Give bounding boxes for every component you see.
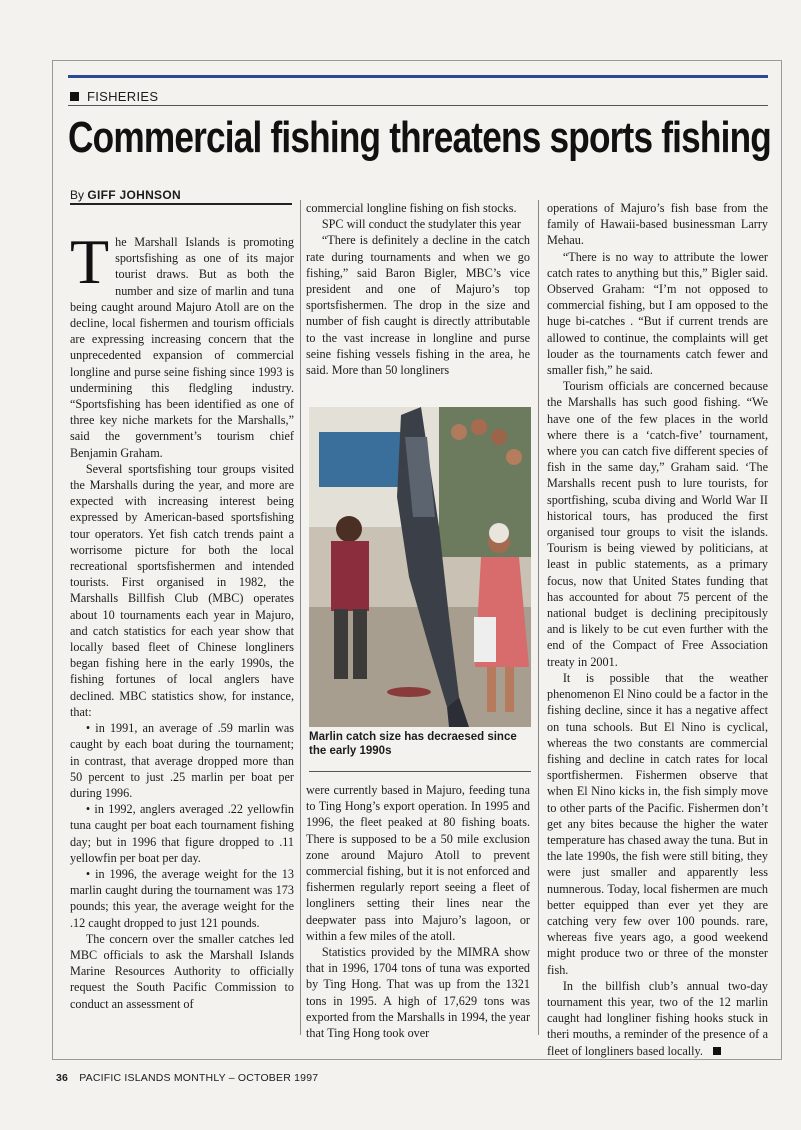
paragraph: “There is no way to attribute the lower catch rates to anything but this,” Bigler said. Observed Graham: “I’m not opposed to commercial fishing, but I am opposed to the huge bi-catches . “But if current trends are allowed to continue, the complaints will get louder as the tournaments catch fewer and smaller fish,” he said.	[547, 249, 768, 378]
section-square-icon	[70, 92, 79, 101]
paragraph: operations of Majuro’s fish base from the family of Hawaii-based businessman Larry Mehau.	[547, 201, 768, 248]
paragraph: Tourism officials are concerned because the Marshalls has such good fishing. “We have one of the few places in the world where there is a ‘catch-five’ tournament, where you can catch five different species of fish in the same day,” Graham said. ‘The Marshalls recent push to lure tourists, for sportfishing, scuba diving and World War II historical tours, has produced the first organised tour groups to visit the islands. Tourism is being viewed by politicians, at least in public statements, as a primary focus, now that United States funding that has accounted for about 75 percent of the national budget is declining precipitously and is likely to be cut even further with the end of the Compact of Free Association treaty in 2001.	[547, 379, 768, 669]
column-divider	[538, 200, 539, 1035]
paragraph: It is possible that the weather phenomenon El Nino could be a factor in the fishing decline, since it has a negative affect on tuna schools. But El Nino is cyclical, whereas the two constants are commercial fishing and decline in catch rates for local sportfishermen. Fishermen observe that when El Nino kicks in, the fish simply move to other parts of the Pacific. Fishermen don’t get any bites because the higher the water temperature has chased away the tuna. But in the late 1990s, the fish were still biting, they were just smaller and apparently less numnerous. Today, local fishermen are much better equipped than ever yet they are catching very few over 100 pounds. rare, whereas five years ago, a good weekend might produce two or three of the monster fish.	[547, 670, 768, 977]
publication-line: PACIFIC ISLANDS MONTHLY – OCTOBER 1997	[79, 1072, 319, 1084]
paragraph: commercial longline fishing on fish stocks.	[306, 201, 517, 215]
paragraph: “There is definitely a decline in the catch rate during tournaments and when we go fishing,” said Baron Bigler, MBC’s vice president and one of Majuro’s top sportsfishermen. The drop in the size and number of fish caught is directly attributable to the vast increase in longline and purse seine fishing vessels fishing in the area, he said. More than 50 longliners	[306, 233, 530, 378]
final-paragraph-text: In the billfish club’s annual two-day tournament this year, two of the 12 marlin caught had longliner fishing hooks stuck in theri mouths, a reminder of the presence of a fleet of longliners based locally.	[547, 978, 768, 1058]
drop-cap: T	[70, 226, 110, 297]
paragraph: were currently based in Majuro, feeding tuna to Ting Hong’s export operation. In 1995 and 1996, the fleet peaked at 80 fishing boats. There is supposed to be a 50 mile exclusion zone around Majuro Atoll to prevent commercial fishing, but it is not enforced and fishermen regularly report seeing a fleet of longliners setting their lines near the deepwater pass into Majuro’s lagoon, or within a few miles of the atoll.	[306, 783, 530, 943]
lead-text: he Marshall Islands is promoting sportsfishing as one of its major tourist draws. But as both the number and size of marlin and tuna being caught around Majuro Atoll are on the decline, local fishermen and tourism officials are expressing increasing concern that the unprecedented expansion of commercial longline and purse seine fishing since 1993 is undermining this fledgling industry. “Sportsfishing has been identified as one of three key niche markets for the Marshalls,” said the government’s tourism chief Benjamin Graham.	[70, 235, 294, 460]
paragraph: Statistics provided by the MIMRA show that in 1996, 1704 tons of tuna was exported by Ting Hong. That was up from the 1321 tons in 1995. A high of 17,629 tons was exported from the Marshalls in 1994, the year that Ting Hong took over	[306, 945, 530, 1041]
photo-caption: Marlin catch size has decraesed since the early 1990s	[309, 731, 517, 757]
column-divider	[300, 200, 301, 1035]
paragraph: Several sportsfishing tour groups visited the Marshalls during the year, and more are expected with increasing interest being expressed by American-based sportsfishing tour operators. Yet fish catch trends paint a worrisome picture for both the local recreational sportsfishermen and intended tourists. First organised in 1982, the Marshalls Billfish Club (MBC) operates about 10 tournaments each year in Majuro, and catch statistics for each year show that locally based fleet of Chinese longliners began fishing here in the early 1990s, the fishing fortunes of local anglers have declined. MBC statistics show, for instance, that:	[70, 461, 294, 719]
paragraph: SPC will conduct the studylater this year	[321, 217, 521, 232]
section-text: FISHERIES	[87, 88, 159, 104]
caption-rule	[309, 771, 531, 772]
top-blue-rule	[68, 75, 768, 78]
page-footer	[56, 1072, 318, 1084]
column-2-bottom	[306, 782, 530, 1041]
byline-prefix: By	[70, 188, 85, 202]
marlin-photo-illustration	[309, 407, 531, 727]
headline: Commercial fishing threatens sports fishing	[68, 113, 771, 162]
byline	[70, 188, 181, 202]
paragraph: The concern over the smaller catches led MBC officials to ask the Marshall Islands Marine Resources Authority to officially request the South Pacific Commission to conduct an assessment of	[70, 931, 294, 1011]
lead-paragraph	[70, 226, 294, 461]
byline-rule	[70, 203, 292, 205]
section-label	[70, 88, 158, 104]
marlin-photo	[309, 407, 531, 727]
column-1	[70, 226, 294, 1012]
page-number: 36	[56, 1072, 69, 1084]
end-mark-icon	[713, 1047, 721, 1055]
section-rule	[68, 105, 768, 106]
column-3	[547, 200, 768, 1059]
paragraph	[547, 978, 768, 1059]
column-2-top	[306, 200, 530, 378]
bullet-item: • in 1996, the average weight for the 13 marlin caught during the tournament was 173 pounds; this year, the average weight for the .12 caught dropped to just 121 pounds.	[70, 866, 294, 930]
bullet-item: • in 1991, an average of .59 marlin was caught by each boat during the tournament; in contrast, that average dropped more than 50 percent to just .25 marlin per boat per during 1996.	[70, 721, 294, 800]
byline-author: GIFF JOHNSON	[87, 188, 181, 202]
bullet-item: • in 1992, anglers averaged .22 yellowfin tuna caught per boat each tournament fishing day; but in 1996 that figure dropped to .11 yellowfin per boat per day.	[70, 802, 294, 865]
